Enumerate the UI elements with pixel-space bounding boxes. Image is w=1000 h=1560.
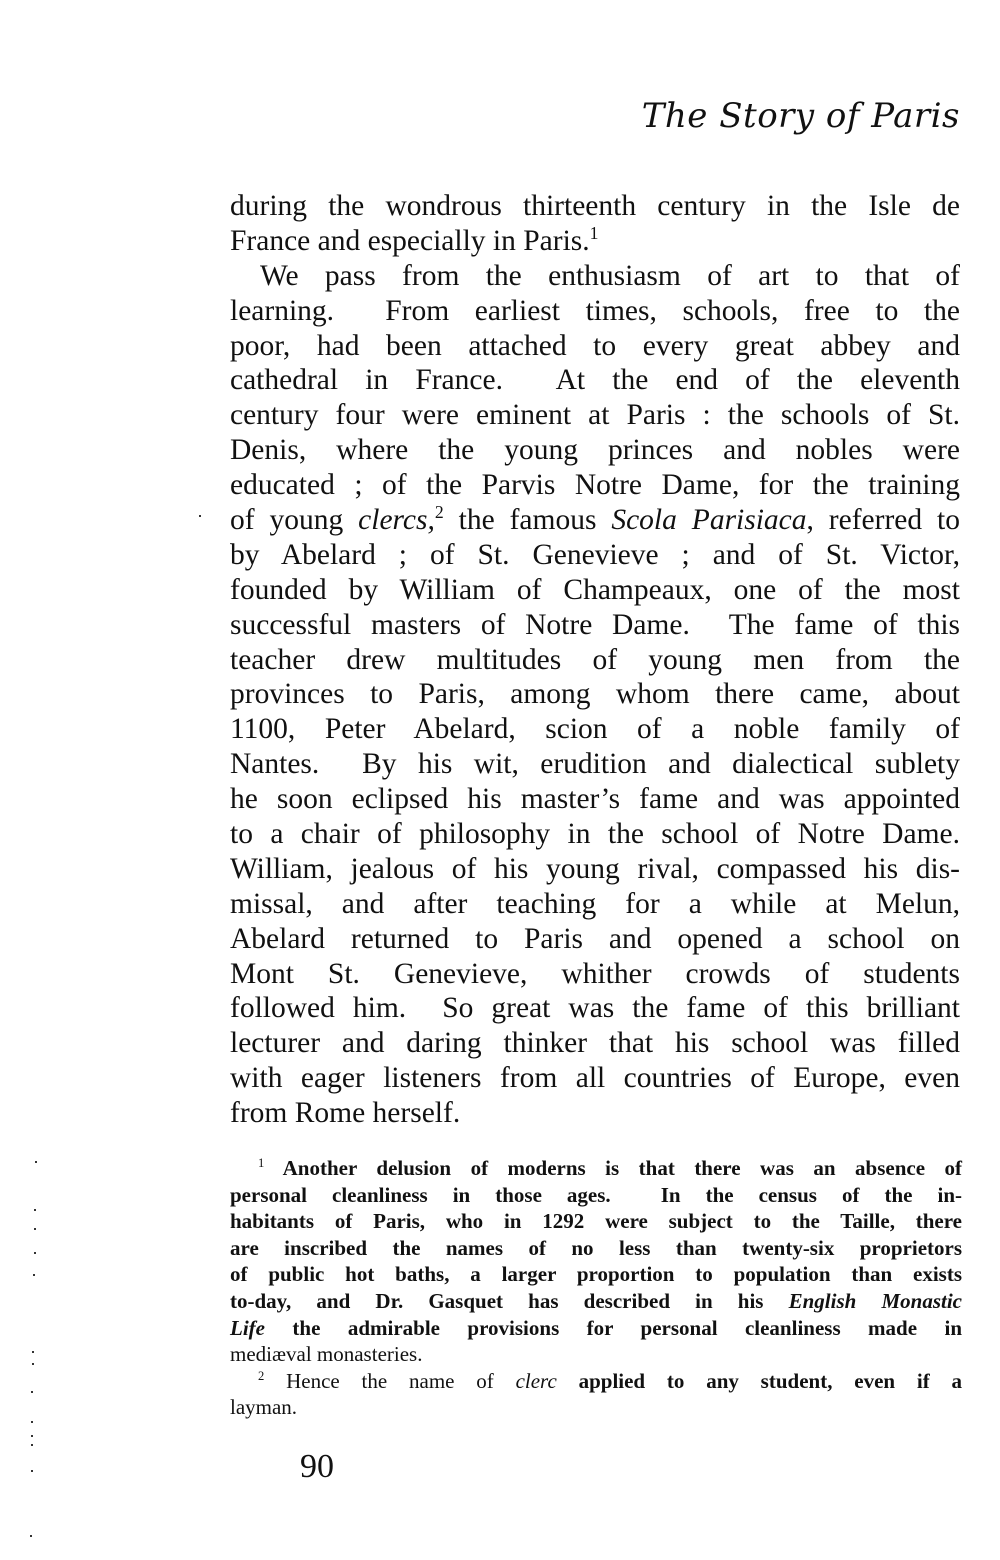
footnote-line [230,1182,962,1209]
line-text: Denis, where the young princes and nobles were [230,434,960,467]
scan-speck [32,1363,34,1365]
line-text: by Abelard ; of St. Genevieve ; and of St. Victor, [230,538,960,571]
line-text: the admirable provisions for personal cleanliness made in [264,1315,962,1340]
line-text: to a chair of philosophy in the school of Notre Dame. [230,818,960,851]
line-text: founded by William of Champeaux, one of the most [230,573,960,606]
text-line [230,363,960,398]
line-text: applied to any student, even if a [556,1368,963,1393]
text-line [230,922,960,957]
running-head: The Story of Paris [641,96,960,136]
text-line [230,1096,960,1131]
body-text [230,189,960,1131]
line-text: the famous [443,504,612,537]
italic-term-clercs: clercs, [358,504,435,537]
text-line [230,643,960,678]
text-line [230,573,960,608]
text-line [230,433,960,468]
scan-speck [31,1470,33,1472]
text-line [230,852,960,887]
line-text: with eager listeners from all countries of Europe, even [230,1062,960,1095]
footnote-line [230,1315,962,1342]
text-line [230,608,960,643]
text-line [230,677,960,712]
footnote-line [230,1341,962,1368]
line-text: teacher drew multitudes of young men from the [230,643,960,676]
line-text: learning. From earliest times, schools, free to the [230,294,960,327]
line-text: educated ; of the Parvis Notre Dame, for the training [230,469,960,502]
line-text: followed him. So great was the fame of this brilliant [230,992,960,1025]
book-title-english-monastic: English Monastic [788,1288,962,1313]
line-text: Another delusion of moderns is that there was an absence of [282,1156,962,1180]
scan-speck [35,1161,37,1163]
text-line [230,503,960,538]
text-line [230,887,960,922]
line-text: Abelard returned to Paris and opened a school on [230,922,960,955]
text-line [230,817,960,852]
text-line [230,747,960,782]
line-text: personal cleanliness in those ages. In the census of the in- [230,1182,962,1207]
line-text: from Rome herself. [230,1097,461,1130]
footnote-ref-2[interactable]: 2 [434,502,444,523]
line-text: mediæval monasteries. [230,1342,423,1367]
footnote-1 [230,1155,962,1368]
footnote-line [230,1368,962,1395]
footnote-line [230,1235,962,1262]
footnote-line [230,1288,962,1315]
page-number: 90 [300,1448,334,1485]
scan-speck [32,1351,34,1353]
line-text: Nantes. By his wit, erudition and dialectical sublety [230,748,960,781]
line-text: of young [230,504,359,537]
text-line [230,782,960,817]
line-text: cathedral in France. At the end of the eleventh [230,364,960,397]
text-line [230,1026,960,1061]
footnote-marker-2: 2 [258,1368,265,1383]
italic-term-scola-parisiaca: Scola Parisiaca [611,504,807,537]
text-line [230,398,960,433]
scan-speck [34,1228,36,1230]
text-line [230,224,960,259]
line-text: provinces to Paris, among whom there came, about [230,678,960,711]
paragraph-start-line [230,259,960,294]
text-line [230,991,960,1026]
line-text: We pass from the enthusiasm of art to that of [260,259,960,292]
footnote-marker-1: 1 [258,1156,265,1170]
line-text: poor, had been attached to every great abbey and [230,329,960,362]
line-text: William, jealous of his young rival, compassed his dis- [230,852,960,885]
line-text: France and especially in Paris. [230,224,590,257]
line-text: lecturer and daring thinker that his school was filled [230,1027,960,1060]
text-line [230,712,960,747]
text-line [230,468,960,503]
footnote-line [230,1394,962,1421]
scan-speck [31,1391,33,1393]
footnotes [230,1155,962,1421]
footnote-ref-1[interactable]: 1 [589,223,599,244]
text-line [230,957,960,992]
line-text: layman. [230,1395,298,1420]
footnote-line [230,1261,962,1288]
line-text: missal, and after teaching for a while at Melun, [230,887,960,920]
text-line [230,538,960,573]
scan-speck [31,1421,33,1423]
footnote-line [230,1155,962,1182]
text-line [230,1061,960,1096]
scan-speck [30,1535,32,1537]
line-text: of public hot baths, a larger proportion to population than exists [230,1262,962,1287]
line-text: Hence the name of [286,1368,516,1393]
scan-speck [34,1252,36,1254]
book-title-life: Life [230,1315,265,1340]
scan-speck [199,515,201,517]
line-text: during the wondrous thirteenth century in the Isle de [230,190,960,222]
line-text: he soon eclipsed his master’s fame and was appointed [230,783,960,816]
footnote-2 [230,1368,962,1421]
line-text: , referred to [806,504,960,537]
scan-speck [31,1435,33,1437]
italic-term-clerc: clerc [515,1368,557,1393]
scan-speck [33,1274,35,1276]
line-text: century four were eminent at Paris : the schools of St. [230,399,960,432]
line-text: Mont St. Genevieve, whither crowds of students [230,957,960,990]
line-text: habitants of Paris, who in 1292 were subject to the Taille, there [230,1209,962,1234]
text-line [230,329,960,364]
scan-speck [34,1209,36,1211]
text-line [230,294,960,329]
text-line [230,189,960,224]
footnote-line [230,1208,962,1235]
line-text: successful masters of Notre Dame. The fame of this [230,608,960,641]
scan-speck [31,1444,33,1446]
line-text: 1100, Peter Abelard, scion of a noble family of [230,713,960,746]
line-text: are inscribed the names of no less than twenty-six proprietors [230,1235,962,1260]
line-text: to-day, and Dr. Gasquet has described in his [230,1288,789,1313]
